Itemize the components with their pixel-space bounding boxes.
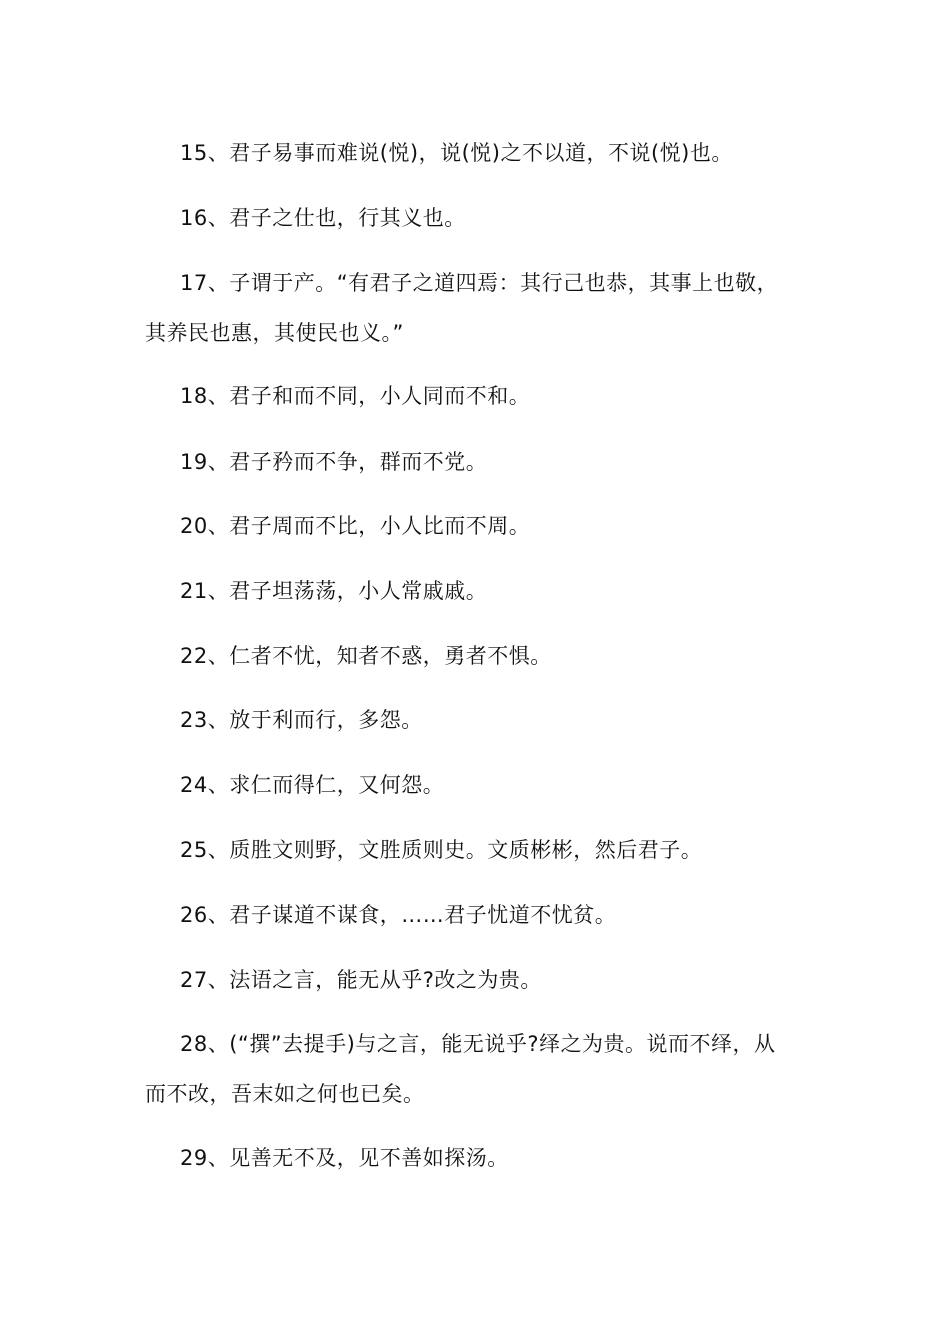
quote-25: 25、质胜文则野，文胜质则史。文质彬彬，然后君子。 bbox=[180, 838, 703, 862]
quote-20: 20、君子周而不比，小人比而不周。 bbox=[180, 514, 531, 538]
quote-29: 29、见善无不及，见不善如探汤。 bbox=[180, 1146, 509, 1170]
quote-28-line-2: 而不改，吾末如之何也已矣。 bbox=[145, 1082, 425, 1106]
quote-26: 26、君子谋道不谋食，……君子忧道不忧贫。 bbox=[180, 903, 617, 927]
quote-17-line-1: 17、子谓于产。“有君子之道四焉：其行己也恭，其事上也敬， bbox=[180, 271, 779, 295]
quote-27: 27、法语之言，能无从乎?改之为贵。 bbox=[180, 968, 542, 992]
quote-19: 19、君子矜而不争，群而不党。 bbox=[180, 450, 488, 474]
quote-17-line-2: 其养民也惠，其使民也义。” bbox=[145, 321, 404, 345]
quote-24: 24、求仁而得仁，又何怨。 bbox=[180, 773, 445, 797]
quote-23: 23、放于利而行，多怨。 bbox=[180, 708, 423, 732]
quote-15: 15、君子易事而难说(悦)，说(悦)之不以道，不说(悦)也。 bbox=[180, 141, 733, 165]
quote-21: 21、君子坦荡荡，小人常戚戚。 bbox=[180, 579, 488, 603]
quote-18: 18、君子和而不同，小人同而不和。 bbox=[180, 384, 531, 408]
quote-28-line-1: 28、(“撰”去提手)与之言，能无说乎?绎之为贵。说而不绎，从 bbox=[180, 1032, 776, 1056]
quote-22: 22、仁者不忧，知者不惑，勇者不惧。 bbox=[180, 644, 552, 668]
quote-16: 16、君子之仕也，行其义也。 bbox=[180, 206, 466, 230]
